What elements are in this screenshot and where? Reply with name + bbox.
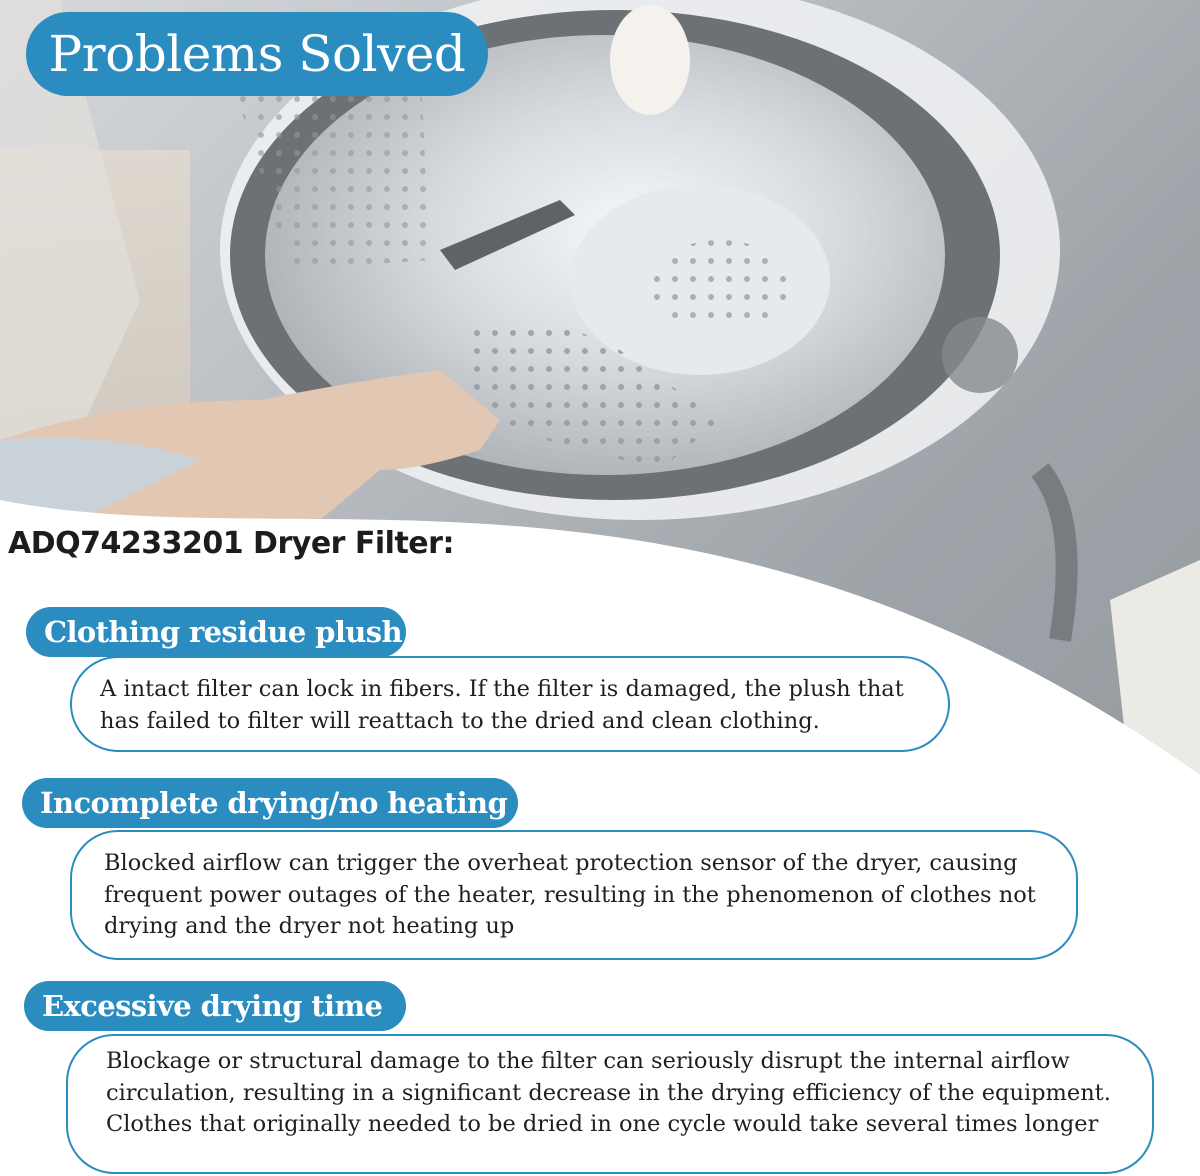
problem-description-residue: [70, 656, 950, 752]
problem-label-time: Excessive drying time: [24, 981, 406, 1031]
problem-description-text: Blocked airflow can trigger the overheat protection sensor of the dryer, causing frequent power outages of the heater, resulting in the phenomenon of clothes not drying and the dryer not heating up: [104, 850, 1036, 939]
problem-description-time: [66, 1034, 1154, 1174]
product-heading: ADQ74233201 Dryer Filter:: [8, 526, 454, 561]
problem-label-drying: Incomplete drying/no heating: [22, 778, 518, 828]
page-title: Problems Solved: [26, 12, 488, 96]
problem-description-text: Blockage or structural damage to the filter can seriously disrupt the internal airflow circulation, resulting in a significant decrease in the drying efficiency of the equipment. Clothes that originally needed to be dried in one cycle would take several times longer: [106, 1048, 1111, 1137]
problem-label-residue: Clothing residue plush: [26, 607, 406, 657]
problem-description-drying: [70, 830, 1078, 960]
problem-description-text: A intact filter can lock in fibers. If the filter is damaged, the plush that has failed to filter will reattach to the dried and clean clothing.: [100, 676, 904, 734]
